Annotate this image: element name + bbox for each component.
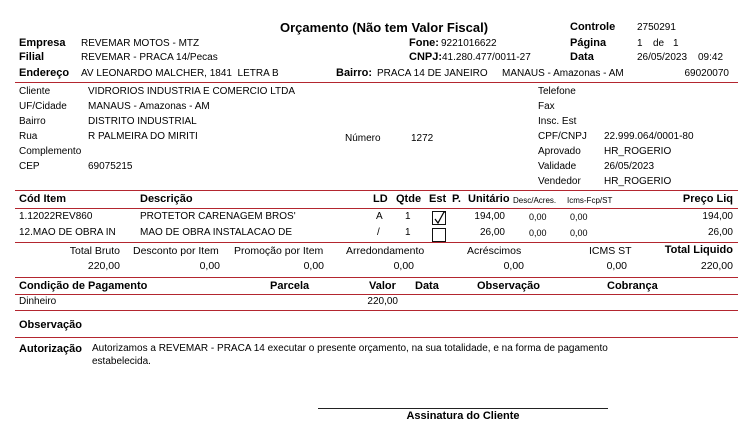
col-descricao: Descrição	[140, 193, 193, 205]
item-preco-liq: 26,00	[707, 227, 733, 238]
promocao-item-label: Promoção por Item	[234, 245, 324, 257]
total-bruto-value: 220,00	[87, 260, 120, 272]
divider	[15, 337, 738, 338]
pagina-total: 1	[673, 38, 679, 49]
total-liquido-label: Total Liquido	[664, 244, 733, 256]
col-desc-acres: Desc/Acres.	[513, 196, 557, 205]
bairro-value: PRACA 14 DE JANEIRO	[377, 68, 488, 79]
arredondamento-label: Arredondamento	[346, 245, 425, 257]
desconto-item-label: Desconto por Item	[133, 245, 219, 257]
item-descricao: PROTETOR CARENAGEM BROS'	[140, 211, 296, 222]
item-descricao: MAO DE OBRA INSTALACAO DE	[140, 227, 293, 238]
autorizacao-label: Autorização	[19, 343, 82, 355]
cep-value: 69020070	[684, 68, 729, 79]
endereco-label: Endereço	[19, 67, 70, 79]
divider	[15, 310, 738, 311]
cliente-bairro-value: DISTRITO INDUSTRIAL	[88, 116, 197, 127]
signature-line	[318, 408, 608, 409]
item-unitario: 26,00	[479, 227, 505, 238]
numero-label: Número	[345, 133, 381, 144]
complemento-label: Complemento	[19, 146, 82, 157]
item-cod: 1.12022REV860	[19, 211, 93, 222]
empresa-label: Empresa	[19, 37, 66, 49]
col-qtde: Qtde	[396, 193, 422, 205]
col-icms: Icms-Fcp/ST	[567, 196, 613, 205]
item-qtde: 1	[405, 227, 411, 238]
col-cobranca: Cobrança	[607, 280, 658, 292]
checkmark-icon	[433, 209, 447, 225]
col-est: Est	[429, 193, 447, 205]
divider	[15, 277, 738, 278]
item-desc-acres: 0,00	[529, 212, 547, 222]
col-data: Data	[415, 280, 439, 292]
pagina-label: Página	[570, 37, 607, 49]
item-unitario: 194,00	[474, 211, 505, 222]
cidade-value: MANAUS - Amazonas - AM	[502, 68, 624, 79]
hora-value: 09:42	[698, 52, 724, 63]
fone-label: Fone:	[409, 37, 439, 49]
uf-cidade-value: MANAUS - Amazonas - AM	[88, 101, 210, 112]
telefone-label: Telefone	[538, 86, 576, 97]
filial-value: REVEMAR - PRACA 14/Pecas	[81, 52, 218, 63]
pagamento-condicao: Dinheiro	[19, 296, 57, 307]
item-qtde: 1	[405, 211, 411, 222]
col-p: P.	[452, 193, 461, 205]
cpf-cnpj-value: 22.999.064/0001-80	[604, 131, 694, 142]
fone-value: 9221016622	[441, 38, 497, 49]
icms-st-value: 0,00	[606, 260, 627, 272]
rua-value: R PALMEIRA DO MIRITI	[88, 131, 198, 142]
cnpj-label: CNPJ:	[409, 51, 443, 63]
cliente-cep-label: CEP	[19, 161, 40, 172]
uf-cidade-label: UF/Cidade	[19, 101, 67, 112]
endereco-value: AV LEONARDO MALCHER, 1841 LETRA B	[81, 68, 279, 79]
col-observacao: Observação	[477, 280, 540, 292]
item-ld: A	[376, 211, 383, 222]
total-bruto-label: Total Bruto	[69, 245, 120, 257]
item-icms: 0,00	[570, 212, 588, 222]
col-parcela: Parcela	[270, 280, 310, 292]
col-ld: LD	[373, 193, 388, 205]
cpf-cnpj-label: CPF/CNPJ	[538, 131, 587, 142]
col-unitario: Unitário	[468, 193, 510, 205]
item-icms: 0,00	[570, 228, 588, 238]
divider	[15, 208, 738, 209]
divider	[15, 82, 738, 83]
observacao-label: Observação	[19, 319, 82, 331]
rua-label: Rua	[19, 131, 38, 142]
data-value: 26/05/2023	[637, 52, 688, 63]
item-est-checkbox	[432, 228, 446, 242]
item-cod: 12.MAO DE OBRA IN	[19, 227, 116, 238]
divider	[15, 242, 738, 243]
empresa-value: REVEMAR MOTOS - MTZ	[81, 38, 200, 49]
item-desc-acres: 0,00	[529, 228, 547, 238]
validade-label: Validade	[538, 161, 577, 172]
acrescimos-label: Acréscimos	[467, 245, 522, 257]
numero-value: 1272	[411, 133, 434, 144]
vendedor-label: Vendedor	[538, 176, 581, 187]
promocao-item-value: 0,00	[303, 260, 324, 272]
autorizacao-text-line: estabelecida.	[92, 356, 151, 367]
data-label: Data	[570, 51, 594, 63]
total-liquido-value: 220,00	[700, 260, 733, 272]
acrescimos-value: 0,00	[503, 260, 524, 272]
validade-value: 26/05/2023	[604, 161, 655, 172]
cnpj-value: 41.280.477/0011-27	[442, 52, 531, 63]
divider	[15, 294, 738, 295]
insc-est-label: Insc. Est	[538, 116, 577, 127]
fax-label: Fax	[538, 101, 555, 112]
col-preco-liq: Preço Liq	[682, 193, 733, 205]
desconto-item-value: 0,00	[199, 260, 220, 272]
aprovado-value: HR_ROGERIO	[604, 146, 672, 157]
pagina-atual: 1	[637, 38, 643, 49]
item-est-checkbox	[432, 211, 446, 225]
autorizacao-text-line: Autorizamos a REVEMAR - PRACA 14 executar o presente orçamento, na sua totalidade, e na forma de pagamento	[92, 343, 608, 354]
item-ld: /	[377, 227, 380, 238]
pagina-de: de	[653, 38, 665, 49]
cliente-label: Cliente	[19, 86, 51, 97]
col-valor: Valor	[369, 280, 396, 292]
icms-st-label: ICMS ST	[589, 245, 632, 257]
divider	[15, 190, 738, 191]
arredondamento-value: 0,00	[393, 260, 414, 272]
pagamento-valor: 220,00	[367, 296, 398, 307]
filial-label: Filial	[19, 51, 45, 63]
document-title: Orçamento (Não tem Valor Fiscal)	[280, 20, 489, 35]
cliente-bairro-label: Bairro	[19, 116, 46, 127]
cliente-cep-value: 69075215	[88, 161, 133, 172]
item-preco-liq: 194,00	[702, 211, 733, 222]
vendedor-value: HR_ROGERIO	[604, 176, 672, 187]
aprovado-label: Aprovado	[538, 146, 581, 157]
bairro-label: Bairro:	[336, 67, 373, 79]
cliente-value: VIDRORIOS INDUSTRIA E COMERCIO LTDA	[88, 86, 296, 97]
controle-label: Controle	[570, 21, 616, 33]
controle-value: 2750291	[637, 22, 676, 33]
signature-label: Assinatura do Cliente	[406, 410, 520, 422]
col-condicao: Condição de Pagamento	[19, 280, 148, 292]
col-cod-item: Cód Item	[19, 193, 67, 205]
